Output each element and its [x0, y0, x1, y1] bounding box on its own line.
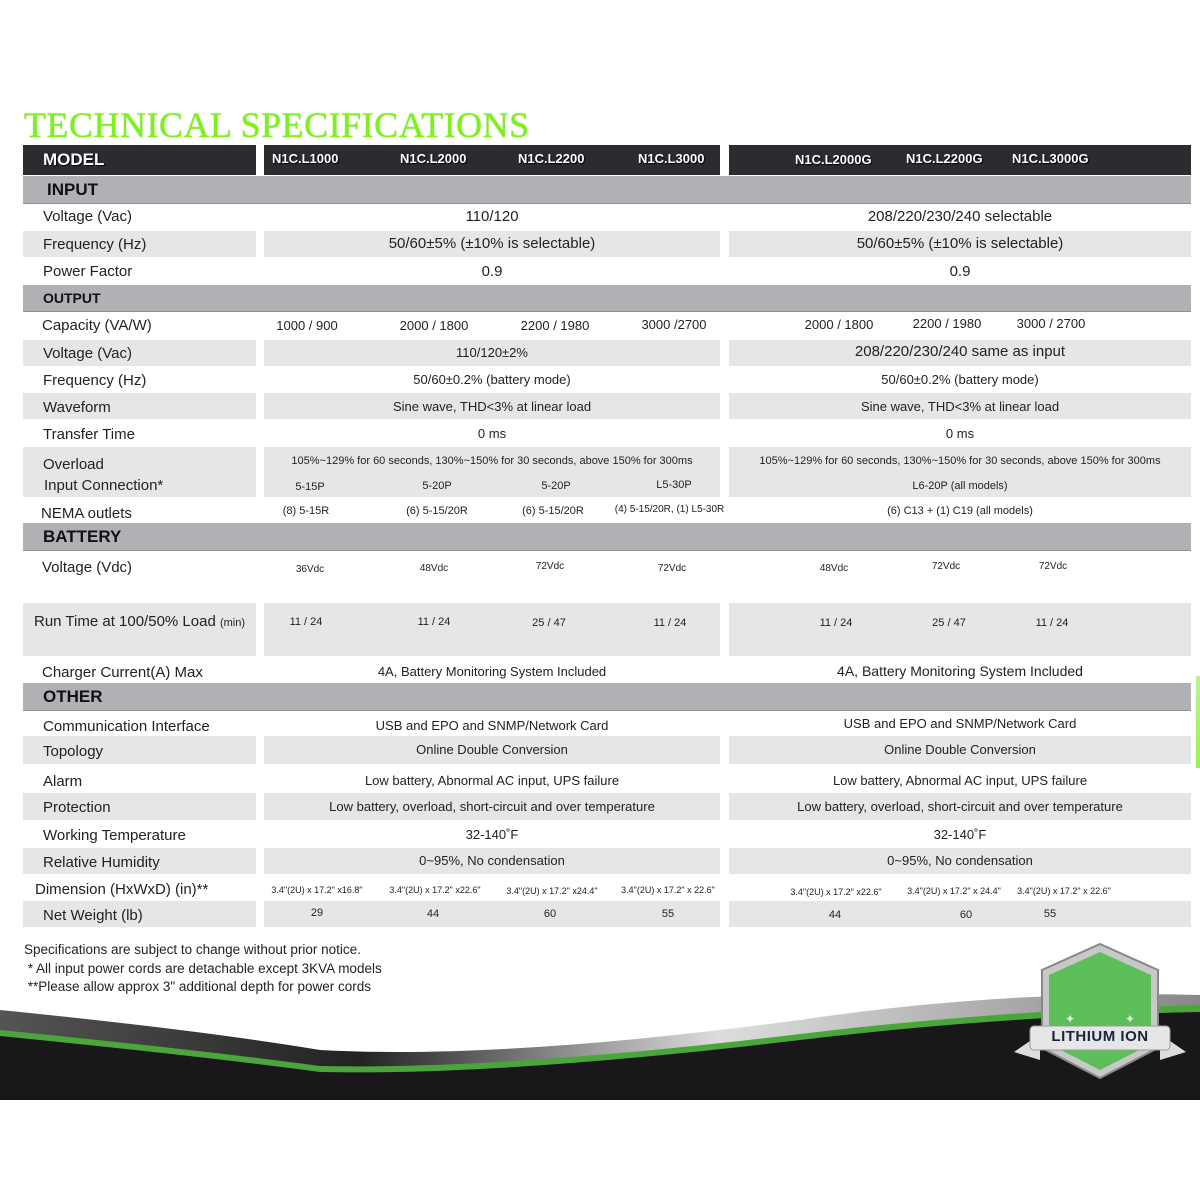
- row-label: Relative Humidity: [43, 854, 160, 871]
- row-label: Dimension (HxWxD) (in)**: [35, 881, 209, 898]
- section-title: OTHER: [43, 687, 103, 706]
- protection-left: Low battery, overload, short-circuit and over temperature: [329, 799, 655, 814]
- row-label: Frequency (Hz): [43, 372, 147, 389]
- input-connection-right: L6-20P (all models): [912, 480, 1008, 492]
- run-time: 11 / 24: [289, 616, 323, 628]
- input-voltage-right: 208/220/230/240 selectable: [867, 208, 1053, 225]
- capacity-value: 3000 / 2700: [1016, 316, 1086, 331]
- battery-voltage: 72Vdc: [535, 561, 565, 572]
- row-label: Voltage (Vac): [43, 208, 132, 225]
- row-label: Waveform: [43, 399, 111, 416]
- row-label: Overload: [43, 456, 104, 473]
- section-other: [23, 683, 1191, 711]
- run-time: 25 / 47: [532, 617, 566, 629]
- input-pf-left: 0.9: [481, 263, 503, 280]
- humidity-left: 0~95%, No condensation: [419, 853, 565, 868]
- row-label: Power Factor: [43, 263, 133, 280]
- model-name: N1C.L2000G: [795, 152, 872, 167]
- row-label: Protection: [43, 799, 111, 816]
- bottom-band: [0, 1100, 1200, 1200]
- weight: 44: [828, 909, 842, 921]
- section-title: BATTERY: [43, 527, 122, 546]
- dimension: 3.4"(2U) x 17.2" x 22.6": [621, 885, 715, 895]
- run-time: 11 / 24: [417, 616, 451, 628]
- topology-left: Online Double Conversion: [416, 742, 568, 757]
- section-input: [23, 176, 1191, 204]
- svg-text:✦: ✦: [1125, 1012, 1136, 1026]
- overload-right: 105%~129% for 60 seconds, 130%~150% for 30 seconds, above 150% for 300ms: [759, 455, 1161, 467]
- weight: 55: [661, 908, 675, 920]
- battery-voltage: 72Vdc: [1038, 561, 1068, 572]
- input-connection: L5-30P: [656, 479, 692, 491]
- input-connection: 5-20P: [541, 480, 571, 492]
- alarm-right: Low battery, Abnormal AC input, UPS failure: [832, 773, 1088, 788]
- nema-outlet: (6) 5-15/20R: [406, 505, 468, 517]
- badge-label: LITHIUM ION: [1051, 1028, 1149, 1045]
- working-temp-left: 32-140˚F: [465, 827, 519, 842]
- dimension: 3.4"(2U) x 17.2" x 24.4": [907, 886, 1001, 896]
- section-output: [23, 285, 1191, 312]
- communication-left: USB and EPO and SNMP/Network Card: [375, 718, 609, 733]
- dimension: 3.4"(2U) x 17.2" x24.4": [506, 886, 598, 896]
- row-shade: [729, 603, 1191, 656]
- protection-right: Low battery, overload, short-circuit and over temperature: [797, 799, 1123, 814]
- model-header-label-cell: [23, 145, 256, 175]
- row-label: Frequency (Hz): [43, 236, 147, 253]
- run-time: 11 / 24: [653, 617, 687, 629]
- nema-outlet: (4) 5-15/20R, (1) L5-30R: [614, 504, 725, 515]
- dimension: 3.4"(2U) x 17.2" x22.6": [389, 885, 481, 895]
- model-label: MODEL: [43, 150, 105, 169]
- weight: 29: [310, 907, 324, 919]
- row-label: Capacity (VA/W): [42, 317, 152, 334]
- model-header-right: [729, 145, 1191, 175]
- input-pf-right: 0.9: [949, 263, 971, 280]
- model-name: N1C.L3000: [638, 151, 705, 166]
- row-label: NEMA outlets: [41, 505, 132, 522]
- battery-voltage: 48Vdc: [419, 563, 449, 574]
- input-connection: 5-20P: [422, 480, 452, 492]
- weight: 60: [543, 908, 557, 920]
- model-header-left: [264, 145, 720, 175]
- nema-outlet-right: (6) C13 + (1) C19 (all models): [887, 505, 1033, 517]
- input-connection: 5-15P: [295, 481, 325, 493]
- svg-text:✦: ✦: [1065, 1012, 1076, 1026]
- weight: 44: [426, 908, 440, 920]
- input-frequency-right: 50/60±5% (±10% is selectable): [856, 235, 1064, 252]
- model-name: N1C.L2200G: [906, 151, 983, 166]
- weight: 60: [959, 909, 973, 921]
- row-label: Working Temperature: [43, 827, 186, 844]
- input-frequency-left: 50/60±5% (±10% is selectable): [388, 235, 596, 252]
- working-temp-right: 32-140˚F: [933, 827, 987, 842]
- topology-right: Online Double Conversion: [884, 742, 1036, 757]
- model-name: N1C.L2000: [400, 151, 467, 166]
- capacity-value: 2200 / 1980: [912, 316, 982, 331]
- page-title: TECHNICAL SPECIFICATIONS: [24, 105, 530, 145]
- alarm-left: Low battery, Abnormal AC input, UPS failure: [364, 773, 620, 788]
- waveform-left: Sine wave, THD<3% at linear load: [392, 399, 592, 414]
- footnote: **Please allow approx 3" additional depth for power cords: [24, 979, 371, 994]
- row-label: Net Weight (lb): [43, 907, 143, 924]
- model-name: N1C.L1000: [272, 151, 339, 166]
- battery-voltage: 72Vdc: [931, 561, 961, 572]
- input-voltage-left: 110/120: [465, 208, 519, 225]
- capacity-value: 2000 / 1800: [399, 318, 469, 333]
- battery-voltage: 48Vdc: [819, 563, 849, 574]
- row-label: Topology: [43, 743, 104, 760]
- capacity-value: 3000 /2700: [641, 317, 707, 332]
- transfer-time-left: 0 ms: [477, 426, 507, 441]
- row-label: Voltage (Vac): [43, 345, 132, 362]
- section-battery: [23, 523, 1191, 551]
- capacity-value: 2000 / 1800: [804, 317, 874, 332]
- output-frequency-left: 50/60±0.2% (battery mode): [413, 372, 571, 387]
- capacity-value: 1000 / 900: [276, 318, 338, 333]
- battery-voltage: 72Vdc: [657, 563, 687, 574]
- output-frequency-right: 50/60±0.2% (battery mode): [881, 372, 1039, 387]
- row-label: [34, 613, 245, 630]
- humidity-right: 0~95%, No condensation: [887, 853, 1033, 868]
- nema-outlet: (8) 5-15R: [282, 505, 330, 517]
- transfer-time-right: 0 ms: [945, 426, 975, 441]
- row-label: Alarm: [43, 773, 83, 790]
- section-title: INPUT: [47, 180, 98, 199]
- row-shade: [264, 603, 720, 656]
- output-voltage-right: 208/220/230/240 same as input: [854, 343, 1066, 360]
- dimension: 3.4"(2U) x 17.2" x16.8": [271, 885, 363, 895]
- run-time-unit: (min): [219, 617, 246, 629]
- run-time-label: Run Time at 100/50% Load: [34, 613, 216, 630]
- row-label: Input Connection*: [44, 477, 164, 494]
- section-title: OUTPUT: [43, 290, 101, 306]
- model-name: N1C.L3000G: [1012, 151, 1089, 166]
- waveform-right: Sine wave, THD<3% at linear load: [860, 399, 1060, 414]
- battery-voltage: 36Vdc: [295, 564, 325, 575]
- dimension: 3.4"(2U) x 17.2" x22.6": [790, 887, 882, 897]
- capacity-value: 2200 / 1980: [520, 318, 590, 333]
- run-time: 11 / 24: [1035, 617, 1069, 629]
- run-time: 11 / 24: [819, 617, 853, 629]
- run-time: 25 / 47: [932, 617, 966, 629]
- edge-decoration: [1196, 676, 1200, 768]
- footnote: Specifications are subject to change without prior notice.: [24, 942, 361, 957]
- overload-left: 105%~129% for 60 seconds, 130%~150% for 30 seconds, above 150% for 300ms: [291, 455, 693, 467]
- model-name: N1C.L2200: [518, 151, 585, 166]
- row-label: Voltage (Vdc): [42, 559, 133, 576]
- footnote: * All input power cords are detachable except 3KVA models: [24, 961, 382, 976]
- dimension: 3.4"(2U) x 17.2" x 22.6": [1017, 886, 1111, 896]
- row-label: Communication Interface: [43, 718, 210, 735]
- weight: 55: [1043, 908, 1057, 920]
- communication-right: USB and EPO and SNMP/Network Card: [843, 716, 1077, 731]
- charger-right: 4A, Battery Monitoring System Included: [837, 663, 1083, 679]
- output-voltage-left: 110/120±2%: [456, 345, 528, 360]
- row-label: Charger Current(A) Max: [42, 664, 203, 681]
- lithium-ion-badge-icon: [1010, 940, 1190, 1085]
- nema-outlet: (6) 5-15/20R: [522, 505, 584, 517]
- charger-left: 4A, Battery Monitoring System Included: [377, 664, 607, 679]
- row-label: Transfer Time: [43, 426, 135, 443]
